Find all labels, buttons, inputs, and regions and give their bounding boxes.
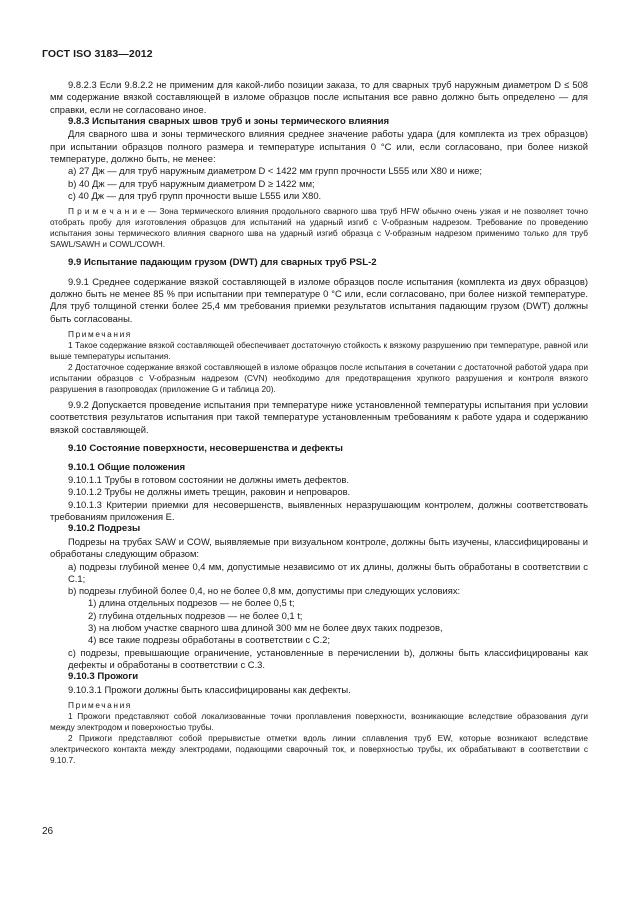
paragraph: 9.9.1 Среднее содержание вязкой составляющей в изломе образцов после испытания (комплекта из двух образцов) должно быть не менее 85 % при испытании при температуре 0 °С или, если согласовано, при более низкой температуре. Для труб толщиной стенки более 25,4 мм требования приемки результатов испытания падающим грузом (DWT) должны быть согласованы. bbox=[50, 275, 588, 324]
document-body bbox=[50, 79, 588, 766]
section-heading: 9.10.1 Общие положения bbox=[68, 461, 186, 473]
list-item: a) подрезы глубиной менее 0,4 мм, допустимые независимо от их длины, должны быть обработаны в соответствии с С.1; bbox=[68, 560, 588, 584]
note-title: Примечания bbox=[68, 329, 132, 340]
section-heading: 9.10.3 Прожоги bbox=[68, 671, 139, 683]
standard-header: ГОСТ ISO 3183—2012 bbox=[42, 48, 153, 60]
section-heading: 9.10.2 Подрезы bbox=[68, 523, 141, 535]
paragraph: 9.8.2.3 Если 9.8.2.2 не применим для какой-либо позиции заказа, то для сварных труб наружным диаметром D ≤ 508 мм содержание вязкой составляющей в изломе образцов после испытания все равно должно быть определено — для справки, если не согласовано иное. bbox=[50, 79, 588, 115]
paragraph: Подрезы на трубах SAW и COW, выявляемые при визуальном контроле, должны быть изучены, классифицированы и обработаны следующим образом: bbox=[50, 535, 588, 560]
section-heading-major: 9.9 Испытание падающим грузом (DWT) для сварных труб PSL-2 bbox=[68, 257, 377, 269]
list-item: b) подрезы глубиной более 0,4, но не более 0,8 мм, допустимы при следующих условиях: bbox=[68, 585, 461, 597]
paragraph: 9.10.3.1 Прожоги должны быть классифицированы как дефекты. bbox=[68, 683, 351, 695]
paragraph: 9.10.1.1 Трубы в готовом состоянии не должны иметь дефектов. bbox=[68, 474, 349, 486]
note-text: 1 Прожоги представляют собой локализованные точки проплавления поверхности, возникающие вследствие образования дуги между электродом и поверхностью трубы. bbox=[50, 711, 588, 733]
note-title: Примечания bbox=[68, 700, 132, 711]
paragraph: 9.10.1.2 Трубы не должны иметь трещин, раковин и непроваров. bbox=[68, 486, 351, 498]
note-text: 1 Такое содержание вязкой составляющей обеспечивает достаточную стойкость к вязкому разрушению при температуре, равной или выше температуры испытания. bbox=[50, 340, 588, 362]
list-item: b) 40 Дж — для труб наружным диаметром D ≥ 1422 мм; bbox=[68, 177, 315, 189]
sub-list-item: 3) на любом участке сварного шва длиной 300 мм не более двух таких подрезов, bbox=[88, 621, 443, 633]
paragraph: 9.10.1.3 Критерии приемки для несовершенств, выявленных неразрушающим контролем, должны соответствовать требованиям приложения Е. bbox=[50, 498, 588, 523]
list-item: c) 40 Дж — для труб групп прочности выше L555 или X80. bbox=[68, 189, 322, 201]
sub-list-item: 2) глубина отдельных подрезов — не более 0,1 t; bbox=[88, 609, 303, 621]
page-number: 26 bbox=[42, 826, 54, 837]
paragraph: Для сварного шва и зоны термического влияния среднее значение работы удара (для комплекта из трех образцов) при испытании образцов полного размера и температуре испытания 0 °С или, если согласовано, при более низкой температуре, должно быть, не менее: bbox=[50, 128, 588, 165]
section-heading: 9.8.3 Испытания сварных швов труб и зоны термического влияния bbox=[68, 115, 390, 127]
note-text: 2 Достаточное содержание вязкой составляющей в изломе образцов после испытания в сочетании с достаточной работой удара при испытании образцов с V-образным надрезом (CVN) необходимо для предотвращения хрупкого разрушения и контроля вязкого разрушения в газопроводах (приложение G и таблица 20). bbox=[50, 362, 588, 395]
list-item: a) 27 Дж — для труб наружным диаметром D < 1422 мм групп прочности L555 или X80 и ниже; bbox=[68, 165, 482, 177]
sub-list-item: 1) длина отдельных подрезов — не более 0,5 t; bbox=[88, 597, 295, 609]
note-text: 2 Прижоги представляют собой прерывистые отметки вдоль линии сплавления труб EW, которые возникают вследствие электрического контакта между электродами, подающими сварочный ток, и поверхностью трубы, их обрабатывают в соответствии с 9.10.7. bbox=[50, 733, 588, 766]
paragraph: 9.9.2 Допускается проведение испытания при температуре ниже установленной температуры испытания при условии соответствия результатов испытания при такой температуре установленным требованиям к работе удара и содержанию вязкой составляющей. bbox=[50, 399, 588, 435]
note-text: П р и м е ч а н и е — Зона термического влияния продольного сварного шва труб HFW обычно очень узкая и не позволяет точно отобрать пробу для изготовления образцов для испытаний на ударный изгиб с V-образным надрезом. Требование по проведению испытания зоны термического влияния сварного шва на ударный изгиб образца с V-образным надрезом применимо только для труб SAWL/SAWH и COWL/COWH. bbox=[50, 206, 588, 250]
sub-list-item: 4) все такие подрезы обработаны в соответствии с С.2; bbox=[88, 634, 330, 646]
list-item: c) подрезы, превышающие ограничение, установленные в перечислении b), должны быть классифицированы как дефекты и обработаны в соответствии с С.3. bbox=[68, 646, 588, 670]
section-heading-major: 9.10 Состояние поверхности, несовершенства и дефекты bbox=[68, 442, 343, 454]
